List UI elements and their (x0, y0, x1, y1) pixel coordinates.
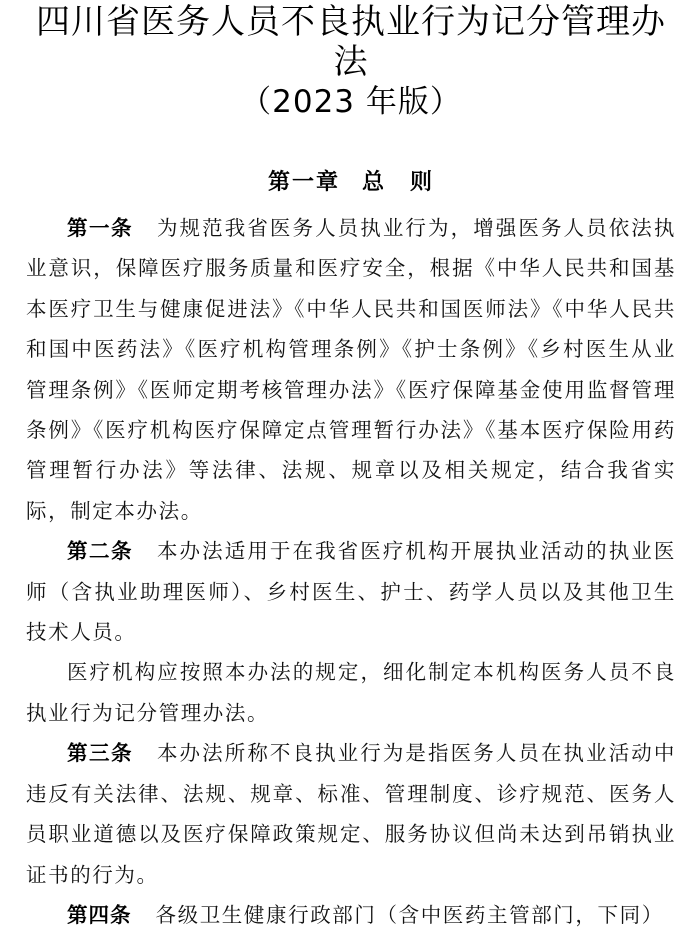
document-page (26, 0, 676, 935)
document-edition: （2023 年版） (240, 84, 462, 120)
chapter-heading (26, 168, 676, 198)
article-text: 医疗机构应按照本办法的规定，细化制定本机构医务人员不良执业行为记分管理办法。 (26, 660, 676, 725)
article-label: 第一条 (67, 216, 133, 240)
article-text: 为规范我省医务人员执业行为，增强医务人员依法执业意识，保障医疗服务质量和医疗安全，根据《中华人民共和国基本医疗卫生与健康促进法》《中华人民共和国医师法》《中华人民共和国中医药法》《医疗机构管理条例》《护士条例》《乡村医生从业管理条例》《医师定期考核管理办法》《医疗保障基金使用监督管理条例》《医疗机构医疗保障定点管理暂行办法》《基本医疗保险用药管理暂行办法》等法律、法规、规章以及相关规定，结合我省实际，制定本办法。 (26, 216, 676, 523)
article-text: 各级卫生健康行政部门（含中医药主管部门，下同） (155, 902, 664, 927)
article-4 (26, 895, 676, 935)
chapter-name: 总 则 (362, 170, 435, 195)
article-text: 本办法适用于在我省医疗机构开展执业活动的执业医师（含执业助理医师）、乡村医生、护士、药学人员以及其他卫生技术人员。 (26, 539, 676, 645)
article-label: 第三条 (67, 741, 133, 766)
article-3 (26, 733, 676, 895)
document-title: 四川省医务人员不良执业行为记分管理办法 (36, 2, 666, 82)
article-1 (26, 208, 676, 531)
article-label: 第二条 (67, 539, 133, 564)
article-label: 第四条 (67, 902, 132, 927)
article-2 (26, 531, 676, 652)
article-text: 本办法所称不良执业行为是指医务人员在执业活动中违反有关法律、法规、规章、标准、管理制度、诊疗规范、医务人员职业道德以及医疗保障政策规定、服务协议但尚未达到吊销执业证书的行为。 (26, 741, 676, 887)
article-2-paragraph-2 (26, 652, 676, 733)
chapter-label: 第一章 (267, 170, 340, 195)
